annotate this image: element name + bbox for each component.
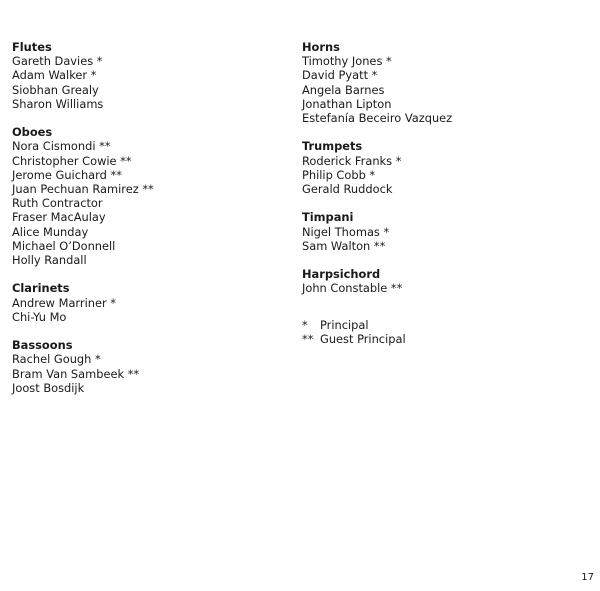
member-name: Andrew Marriner * — [12, 295, 116, 310]
legend-row-principal — [302, 318, 592, 332]
section-title: Oboes — [12, 125, 53, 140]
section-clarinets — [12, 281, 282, 324]
member-name: Siobhan Grealy — [12, 82, 99, 97]
right-column — [302, 40, 592, 346]
legend-meaning: Principal — [320, 317, 369, 332]
legend-mark: * — [302, 317, 308, 332]
page-number: 17 — [581, 572, 594, 583]
member-name: Gareth Davies * — [12, 54, 103, 69]
member-name: Jerome Guichard ** — [12, 167, 122, 182]
section-oboes — [12, 125, 282, 267]
section-title: Bassoons — [12, 338, 73, 353]
member-name: Estefanía Beceiro Vazquez — [302, 111, 453, 126]
member-name: Jonathan Lipton — [302, 96, 392, 111]
left-column — [12, 40, 282, 409]
member-name: Juan Pechuan Ramirez ** — [12, 182, 154, 197]
member-name: Nora Cismondi ** — [12, 139, 111, 154]
member-name: Philip Cobb * — [302, 167, 376, 182]
member-name: Holly Randall — [12, 253, 87, 268]
member-name: Angela Barnes — [302, 82, 385, 97]
legend-row-guest-principal — [302, 332, 592, 346]
member-name: Ruth Contractor — [12, 196, 103, 211]
section-title: Trumpets — [302, 139, 363, 154]
member-name: Sharon Williams — [12, 96, 104, 111]
member-name: Michael O’Donnell — [12, 238, 116, 253]
section-title: Timpani — [302, 210, 354, 225]
section-trumpets — [302, 139, 592, 196]
member-name: John Constable ** — [302, 281, 403, 296]
section-title: Horns — [302, 40, 340, 54]
section-timpani — [302, 210, 592, 253]
member-name: Rachel Gough * — [12, 352, 101, 367]
member-name: Christopher Cowie ** — [12, 153, 132, 168]
member-name: Chi-Yu Mo — [12, 309, 67, 324]
member-name: Timothy Jones * — [302, 54, 392, 69]
member-name: Alice Munday — [12, 224, 89, 239]
member-name: Fraser MacAulay — [12, 210, 106, 225]
member-name: Roderick Franks * — [302, 153, 402, 168]
member-name: Joost Bosdijk — [12, 380, 85, 395]
member-name: David Pyatt * — [302, 68, 378, 83]
member-name: Adam Walker * — [12, 68, 97, 83]
section-flutes — [12, 40, 282, 111]
member-name: Gerald Ruddock — [302, 182, 393, 197]
member-name: Nigel Thomas * — [302, 224, 390, 239]
legend-meaning: Guest Principal — [320, 331, 406, 346]
member-name: Sam Walton ** — [302, 238, 386, 253]
legend — [302, 318, 592, 346]
section-horns — [302, 40, 592, 125]
section-bassoons — [12, 338, 282, 395]
section-harpsichord — [302, 267, 592, 295]
section-title: Clarinets — [12, 281, 70, 296]
section-title: Harpsichord — [302, 267, 381, 282]
legend-mark: ** — [302, 331, 314, 346]
section-title: Flutes — [12, 40, 52, 54]
member-name: Bram Van Sambeek ** — [12, 366, 140, 381]
